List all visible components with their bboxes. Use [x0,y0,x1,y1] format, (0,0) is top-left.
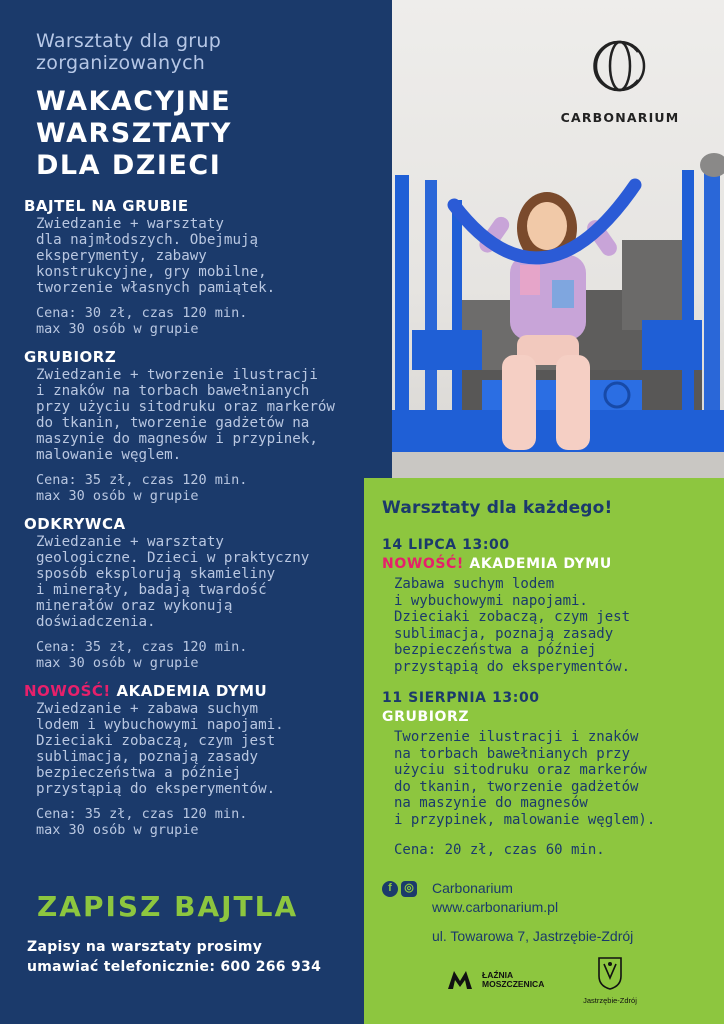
headline [36,86,368,182]
event-title: NOWOŚĆ! AKADEMIA DYMU [382,556,612,572]
city-crest-icon [597,956,623,990]
workshop-bajtel [24,196,368,337]
event-desc: Tworzenie ilustracji i znaków na torbach bawełnianych przy użyciu sitodruku oraz markerów do tkanin, tworzenie gadżetów na maszynie do magnesów i przypinek, malowanie węglem). [394,729,656,828]
cta-heading: ZAPISZ BAJTLA [37,890,299,923]
event-grubiorz [382,689,724,858]
event-date: 11 SIERPNIA 13:00 [382,690,540,706]
contact-text: Zapisy na warsztaty prosimy umawiać telefonicznie: 600 266 934 [27,939,322,975]
carbonarium-logo-icon [590,36,650,96]
right-panel [364,478,724,1024]
workshop-title: ODKRYWCA [24,515,126,533]
event-desc: Zabawa suchym lodem i wybuchowymi napojami. Dzieciaki zobaczą, czym jest sublimacja, poznają zasady bezpieczeństwa a później przystąpią do eksperymentów. [394,576,631,675]
new-badge: NOWOŚĆ! [24,682,111,700]
headline-line: WARSZTATY [36,118,232,149]
workshop-akademia-dymu [24,681,368,838]
workshop-desc: Zwiedzanie + warsztaty dla najmłodszych. Obejmują eksperymenty, zabawy konstrukcyjne, gry mobilne, tworzenie własnych pamiątek. [36,216,276,296]
workshop-price: Cena: 30 zł, czas 120 min. max 30 osób w grupie [36,305,248,337]
workshop-desc: Zwiedzanie + zabawa suchym lodem i wybuchowymi napojami. Dzieciaki zobaczą, czym jest sublimacja, poznają zasady bezpieczeństwa a później przystąpią do eksperymentów. [36,701,284,797]
partner-jastrzebie [580,956,640,1005]
carbonarium-logo [555,36,685,125]
partner-name: Jastrzębie-Zdrój [583,996,637,1005]
event-price: Cena: 20 zł, czas 60 min. [394,842,605,858]
workshop-title: NOWOŚĆ! AKADEMIA DYMU [24,682,268,700]
contact-block [382,879,633,946]
website-link[interactable]: www.carbonarium.pl [432,899,559,915]
event-akademia [382,536,724,675]
workshop-title: BAJTEL NA GRUBIE [24,197,189,215]
headline-line: WAKACYJNE [36,86,232,117]
social-name: Carbonarium [432,880,513,896]
laznia-logo-icon [448,971,478,989]
workshop-price: Cena: 35 zł, czas 120 min. max 30 osób w grupie [36,639,248,671]
event-title: GRUBIORZ [382,709,470,725]
instagram-icon[interactable]: ◎ [401,881,417,897]
workshop-price: Cena: 35 zł, czas 120 min. max 30 osób w grupie [36,806,248,838]
facebook-icon[interactable]: f [382,881,398,897]
workshop-odkrywca [24,514,368,671]
partner-laznia [448,971,552,989]
partner-name: ŁAŹNIA MOSZCZENICA [482,970,545,989]
workshop-desc: Zwiedzanie + warsztaty geologiczne. Dzieci w praktyczny sposób eksplorują skamieliny i minerały, badają twardość minerałów oraz wykonują doświadczenia. [36,534,310,630]
new-badge: NOWOŚĆ! [382,556,464,572]
workshop-price: Cena: 35 zł, czas 120 min. max 30 osób w grupie [36,472,248,504]
event-date: 14 LIPCA 13:00 [382,537,510,553]
right-heading: Warsztaty dla każdego! [382,498,613,518]
workshop-title: GRUBIORZ [24,348,117,366]
workshop-grubiorz [24,347,368,504]
logo-text: CARBONARIUM [560,110,680,125]
address: ul. Towarowa 7, Jastrzębie-Zdrój [432,928,634,944]
intro-text: Warsztaty dla grup zorganizowanych [36,30,222,74]
headline-line: DLA DZIECI [36,150,222,181]
workshop-desc: Zwiedzanie + tworzenie ilustracji i znaków na torbach bawełnianych przy użyciu sitodruku oraz markerów do tkanin, tworzenie gadżetów na maszynie do magnesów i przypinek, malowanie węglem. [36,367,335,463]
